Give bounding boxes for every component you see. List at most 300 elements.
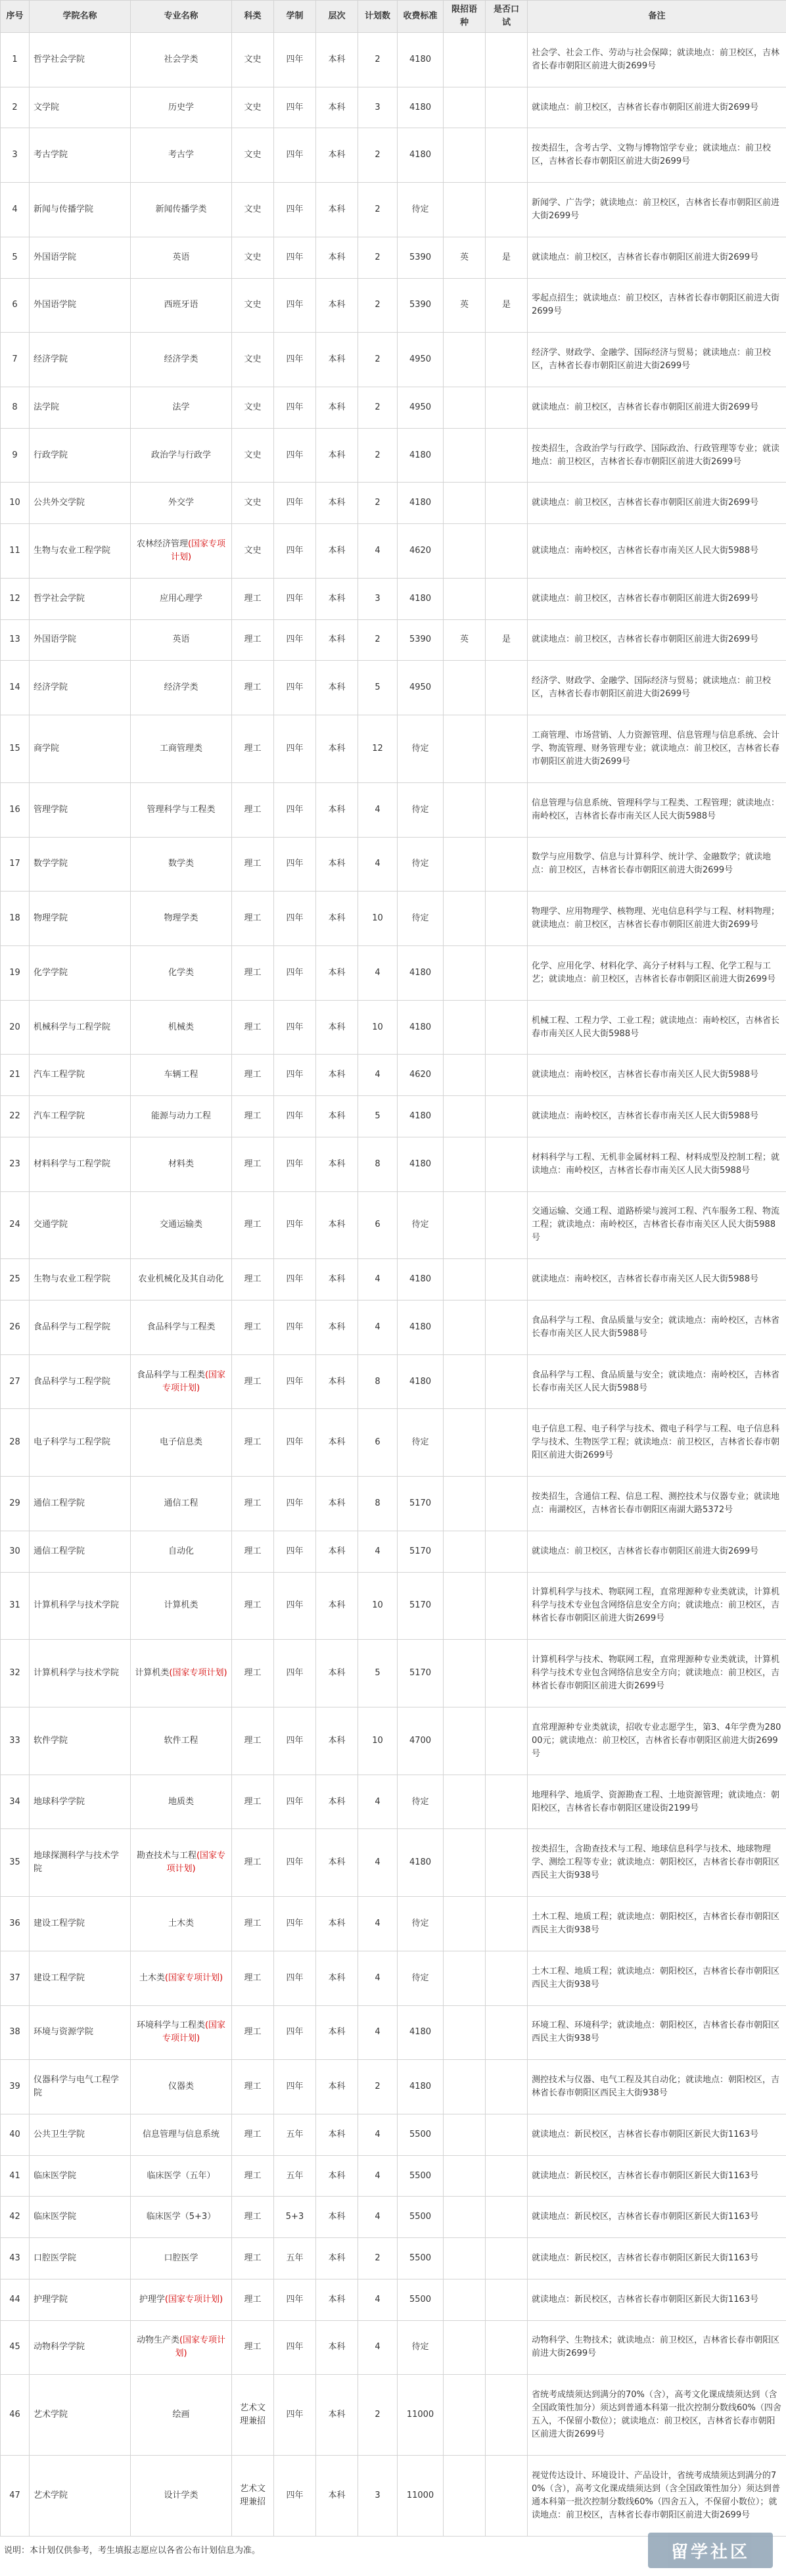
major-name: 社会学类 <box>164 54 198 64</box>
major-name-cell <box>131 1259 232 1300</box>
special-plan-note: (国家专项计划) <box>170 539 226 563</box>
oral-test-cell <box>486 1259 528 1300</box>
oral-test-cell <box>486 1531 528 1572</box>
remark: 按类招生，含勘查技术与工程、地球信息科学与技术、地球物理学、测绘工程等专业；就读地点：朝阳校区，吉林省长春市朝阳区西民主大街938号 <box>532 1844 780 1881</box>
college-name: 外国语学院 <box>34 300 77 310</box>
plan-count-cell <box>358 1829 398 1897</box>
major-name: 计算机类 <box>135 1668 170 1679</box>
category: 理工 <box>244 1972 262 1983</box>
fee-cell <box>398 1191 444 1259</box>
college-name-cell <box>30 1409 131 1477</box>
fee-cell <box>398 1897 444 1951</box>
remark-cell <box>528 2456 786 2537</box>
major-name-cell <box>131 837 232 892</box>
row-number-cell <box>1 1300 30 1354</box>
category-cell <box>232 715 274 783</box>
college-name-cell <box>30 1707 131 1775</box>
table-row <box>1 837 786 892</box>
college-name: 地球科学学院 <box>34 1796 85 1807</box>
oral-test-cell <box>486 2114 528 2156</box>
remark-cell <box>528 1829 786 1897</box>
row-number: 23 <box>9 1158 20 1169</box>
oral-test-cell <box>486 1707 528 1775</box>
row-number: 24 <box>9 1220 20 1230</box>
fee-cell <box>398 715 444 783</box>
oral-test-cell <box>486 1137 528 1191</box>
duration: 5+3 <box>285 2212 304 2222</box>
plan-count-cell <box>358 1300 398 1354</box>
category: 理工 <box>244 1857 262 1868</box>
duration-cell <box>274 87 316 128</box>
remark-cell <box>528 1951 786 2005</box>
oral-test-cell <box>486 2005 528 2060</box>
major-name-cell <box>131 1409 232 1477</box>
oral-test: 是 <box>501 300 511 310</box>
oral-test-cell <box>486 183 528 237</box>
remark: 计算机科学与技术、物联网工程，直常理源种专业类就读，计算机科学与技术专业包含网络信息安全方向；就读地点：前卫校区，吉林省长春市朝阳区前进大街2699号 <box>532 1587 780 1624</box>
remark-cell <box>528 2060 786 2114</box>
major-name: 工商管理类 <box>159 743 202 753</box>
fee-cell <box>398 1354 444 1409</box>
plan-count-cell <box>358 183 398 237</box>
plan-count: 8 <box>375 1376 381 1387</box>
college-name-cell <box>30 387 131 429</box>
duration: 四年 <box>286 913 304 924</box>
category-cell <box>232 183 274 237</box>
major-name-cell <box>131 1640 232 1707</box>
major-name-cell <box>131 387 232 429</box>
major-name: 勘查技术与工程 <box>136 1851 196 1861</box>
plan-count: 4 <box>375 2212 381 2222</box>
college-name: 护理学院 <box>34 2294 68 2304</box>
remark: 新闻学、广告学；就读地点：前卫校区，吉林省长春市朝阳区前进大街2699号 <box>532 198 780 222</box>
remark: 就读地点：前卫校区，吉林省长春市朝阳区前进大街2699号 <box>532 634 759 645</box>
row-number: 19 <box>9 967 20 978</box>
category: 理工 <box>244 1668 262 1679</box>
duration-cell <box>274 333 316 387</box>
level-cell <box>316 1477 358 1531</box>
footnote: 说明：本计划仅供参考，考生填报志愿应以各省公布计划信息为准。 <box>4 2546 261 2556</box>
table-row <box>1 333 786 387</box>
level: 本科 <box>328 2170 346 2181</box>
college-name-cell <box>30 1897 131 1951</box>
fee: 11000 <box>406 2490 434 2500</box>
oral-test-cell <box>486 1000 528 1055</box>
fee: 待定 <box>411 204 429 215</box>
level: 本科 <box>328 546 346 556</box>
plan-count-cell <box>358 2005 398 2060</box>
category: 文史 <box>244 102 262 112</box>
table-row <box>1 33 786 87</box>
oral-test-cell <box>486 428 528 483</box>
plan-count: 8 <box>375 1498 381 1508</box>
level-cell <box>316 33 358 87</box>
college-name: 交通学院 <box>34 1220 68 1230</box>
row-number-cell <box>1 524 30 579</box>
plan-count-cell <box>358 2155 398 2197</box>
oral-test-cell <box>486 483 528 524</box>
plan-count: 2 <box>375 402 381 412</box>
major-name-cell <box>131 2279 232 2320</box>
plan-count-cell <box>358 1354 398 1409</box>
major-name: 外交学 <box>168 498 194 508</box>
remark: 就读地点：新民校区，吉林省长春市朝阳区新民大街1163号 <box>532 2212 759 2222</box>
remark: 社会学、社会工作、劳动与社会保障；就读地点：前卫校区，吉林省长春市朝阳区前进大街2699号 <box>532 47 780 71</box>
duration-cell <box>274 2114 316 2156</box>
oral-test-cell <box>486 128 528 183</box>
category-cell <box>232 1707 274 1775</box>
table-row <box>1 183 786 237</box>
category-cell <box>232 2114 274 2156</box>
row-number-cell <box>1 1137 30 1191</box>
fee: 5500 <box>409 2253 432 2264</box>
fee: 4180 <box>409 54 432 64</box>
plan-count: 2 <box>375 354 381 365</box>
major-name-cell <box>131 2238 232 2279</box>
college-name: 生物与农业工程学院 <box>34 1274 111 1285</box>
table-row <box>1 1409 786 1477</box>
category-cell <box>232 333 274 387</box>
category: 理工 <box>244 593 262 604</box>
table-row <box>1 2114 786 2156</box>
row-number: 31 <box>9 1600 20 1611</box>
duration: 四年 <box>286 54 304 64</box>
category-cell <box>232 278 274 333</box>
level: 本科 <box>328 743 346 753</box>
college-name-cell <box>30 661 131 715</box>
major-name: 地质类 <box>168 1796 194 1807</box>
plan-count: 4 <box>375 1919 381 1929</box>
duration: 五年 <box>286 2253 304 2264</box>
remark-cell <box>528 1000 786 1055</box>
remark: 计算机科学与技术、物联网工程，直常理源种专业类就读，计算机科学与技术专业包含网络信息安全方向；就读地点：前卫校区，吉林省长春市朝阳区前进大街2699号 <box>532 1655 780 1692</box>
fee-cell <box>398 1707 444 1775</box>
row-number: 32 <box>9 1668 20 1679</box>
fee: 5170 <box>409 1546 432 1556</box>
table-row <box>1 892 786 946</box>
plan-count: 4 <box>375 859 381 869</box>
plan-count-cell <box>358 1707 398 1775</box>
level-cell <box>316 1354 358 1409</box>
special-plan-note: (国家专项计划) <box>162 2020 226 2044</box>
oral-test-cell <box>486 1572 528 1640</box>
language-limit-cell <box>444 619 486 661</box>
category-cell <box>232 1137 274 1191</box>
row-number-cell <box>1 892 30 946</box>
oral-test: 是 <box>501 634 511 645</box>
column-header: 限招语种 <box>444 1 486 33</box>
duration-cell <box>274 33 316 87</box>
oral-test-cell <box>486 2375 528 2456</box>
category: 理工 <box>244 2253 262 2264</box>
oral-test-cell <box>486 1300 528 1354</box>
remark: 土木工程、地质工程；就读地点：朝阳校区，吉林省长春市朝阳区西民主大街938号 <box>532 1912 780 1936</box>
level-cell <box>316 1897 358 1951</box>
table-row <box>1 1191 786 1259</box>
remark-cell <box>528 1096 786 1137</box>
college-name-cell <box>30 2060 131 2114</box>
fee: 4180 <box>409 2082 432 2092</box>
category: 理工 <box>244 859 262 869</box>
row-number: 14 <box>9 682 20 693</box>
plan-count-cell <box>358 278 398 333</box>
fee-cell <box>398 2060 444 2114</box>
major-name: 交通运输类 <box>159 1220 202 1230</box>
major-name: 英语 <box>172 634 190 645</box>
language-limit-cell <box>444 483 486 524</box>
fee: 5500 <box>409 2294 432 2304</box>
oral-test-cell <box>486 87 528 128</box>
remark-cell <box>528 128 786 183</box>
plan-count: 10 <box>372 913 383 924</box>
college-name: 公共外交学院 <box>34 498 85 508</box>
college-name: 通信工程学院 <box>34 1546 85 1556</box>
plan-count-cell <box>358 892 398 946</box>
duration: 五年 <box>286 2170 304 2181</box>
fee-cell <box>398 128 444 183</box>
row-number-cell <box>1 1055 30 1096</box>
row-number-cell <box>1 483 30 524</box>
language-limit-cell <box>444 945 486 1000</box>
table-row <box>1 1572 786 1640</box>
category-cell <box>232 1409 274 1477</box>
level: 本科 <box>328 1498 346 1508</box>
remark-cell <box>528 2155 786 2197</box>
category: 文史 <box>244 402 262 412</box>
college-name: 化学学院 <box>34 967 68 978</box>
duration: 四年 <box>286 354 304 365</box>
table-body <box>1 33 786 2537</box>
fee: 5500 <box>409 2170 432 2181</box>
level: 本科 <box>328 2027 346 2038</box>
remark: 数学与应用数学、信息与计算科学、统计学、金融数学；就读地点：前卫校区，吉林省长春市朝阳区前进大街2699号 <box>532 852 772 876</box>
plan-count: 2 <box>375 450 381 460</box>
table-row <box>1 483 786 524</box>
college-name-cell <box>30 428 131 483</box>
language-limit-cell <box>444 1477 486 1531</box>
major-name: 仪器类 <box>168 2082 194 2092</box>
fee: 5170 <box>409 1600 432 1611</box>
duration-cell <box>274 2238 316 2279</box>
fee-cell <box>398 1572 444 1640</box>
major-name-cell <box>131 87 232 128</box>
level-cell <box>316 1409 358 1477</box>
remark: 动物科学、生物技术；就读地点：前卫校区，吉林省长春市朝阳区前进大街2699号 <box>532 2335 780 2359</box>
level: 本科 <box>328 1274 346 1285</box>
category: 理工 <box>244 913 262 924</box>
major-name-cell <box>131 1572 232 1640</box>
fee: 待定 <box>411 1972 429 1983</box>
major-name: 能源与动力工程 <box>150 1110 211 1121</box>
table-row <box>1 2060 786 2114</box>
major-name-cell <box>131 483 232 524</box>
remark: 就读地点：前卫校区，吉林省长春市朝阳区前进大街2699号 <box>532 1546 759 1556</box>
fee-cell <box>398 1531 444 1572</box>
major-name: 护理学 <box>139 2294 165 2304</box>
college-name-cell <box>30 578 131 619</box>
category: 理工 <box>244 2082 262 2092</box>
duration-cell <box>274 524 316 579</box>
category: 文史 <box>244 498 262 508</box>
fee-cell <box>398 1300 444 1354</box>
plan-count-cell <box>358 1531 398 1572</box>
college-name-cell <box>30 715 131 783</box>
table-row <box>1 578 786 619</box>
category: 理工 <box>244 1322 262 1332</box>
category: 理工 <box>244 1110 262 1121</box>
remark-cell <box>528 2197 786 2238</box>
level-cell <box>316 1951 358 2005</box>
remark-cell <box>528 1409 786 1477</box>
major-name: 食品科学与工程类 <box>147 1322 216 1332</box>
level-cell <box>316 2060 358 2114</box>
major-name: 西班牙语 <box>164 300 198 310</box>
language-limit-cell <box>444 1191 486 1259</box>
remark-cell <box>528 2375 786 2456</box>
duration: 五年 <box>286 2129 304 2139</box>
remark: 视觉传达设计、环境设计、产品设计，省统考成绩须达到满分的70%（含），高考文化课成绩须达到（含全国政策性加分）须达到普通本科第一批次控制分数线60%（四舍五入，不保留小数位）；就读地点：前卫校区，吉林省长春市朝阳区前进大街2699号 <box>532 2470 781 2520</box>
duration: 四年 <box>286 300 304 310</box>
duration: 四年 <box>286 2410 304 2420</box>
level-cell <box>316 87 358 128</box>
remark: 物理学、应用物理学、核物理、光电信息科学与工程、材料物理；就读地点：前卫校区，吉林省长春市朝阳区前进大街2699号 <box>532 907 780 930</box>
table-row <box>1 1707 786 1775</box>
duration: 四年 <box>286 1158 304 1169</box>
remark: 电子信息工程、电子科学与技术、微电子科学与工程、电子信息科学与技术、生物医学工程；就读地点：前卫校区，吉林省长春市朝阳区前进大街2699号 <box>532 1424 780 1461</box>
row-number: 28 <box>9 1437 20 1448</box>
duration-cell <box>274 1897 316 1951</box>
level: 本科 <box>328 2342 346 2352</box>
major-name-cell <box>131 2155 232 2197</box>
row-number: 10 <box>9 498 20 508</box>
table-row <box>1 715 786 783</box>
major-name-cell <box>131 1775 232 1829</box>
row-number: 39 <box>9 2082 20 2092</box>
college-name: 环境与资源学院 <box>34 2027 94 2038</box>
language-limit-cell <box>444 2279 486 2320</box>
row-number: 4 <box>12 204 18 215</box>
college-name-cell <box>30 2114 131 2156</box>
duration: 四年 <box>286 1274 304 1285</box>
level-cell <box>316 2114 358 2156</box>
level: 本科 <box>328 1110 346 1121</box>
plan-count: 2 <box>375 2082 381 2092</box>
college-name: 艺术学院 <box>34 2410 68 2420</box>
level: 本科 <box>328 1022 346 1032</box>
remark-cell <box>528 387 786 429</box>
college-name: 口腔医学院 <box>34 2253 77 2264</box>
language-limit-cell <box>444 1829 486 1897</box>
duration-cell <box>274 1137 316 1191</box>
duration-cell <box>274 1191 316 1259</box>
category-cell <box>232 1300 274 1354</box>
table-header-row <box>1 1 786 33</box>
plan-count: 4 <box>375 1274 381 1285</box>
duration-cell <box>274 782 316 837</box>
remark-cell <box>528 1259 786 1300</box>
level-cell <box>316 619 358 661</box>
fee-cell <box>398 33 444 87</box>
fee: 5500 <box>409 2129 432 2139</box>
fee: 4180 <box>409 102 432 112</box>
remark: 按类招生，含考古学、文物与博物馆学专业；就读地点：前卫校区，吉林省长春市朝阳区前进大街2699号 <box>532 143 772 167</box>
major-name: 物理学类 <box>164 913 198 924</box>
category: 理工 <box>244 1376 262 1387</box>
row-number: 16 <box>9 804 20 815</box>
row-number: 27 <box>9 1376 20 1387</box>
category: 艺术文理兼招 <box>239 2483 266 2507</box>
level: 本科 <box>328 804 346 815</box>
duration: 四年 <box>286 252 304 262</box>
fee: 待定 <box>411 1220 429 1230</box>
level: 本科 <box>328 1796 346 1807</box>
plan-count: 6 <box>375 1437 381 1448</box>
fee-cell <box>398 1055 444 1096</box>
category-cell <box>232 33 274 87</box>
plan-count: 2 <box>375 300 381 310</box>
fee-cell <box>398 333 444 387</box>
plan-count: 2 <box>375 634 381 645</box>
level-cell <box>316 278 358 333</box>
college-name-cell <box>30 333 131 387</box>
row-number-cell <box>1 578 30 619</box>
duration: 四年 <box>286 1220 304 1230</box>
fee: 4950 <box>409 354 432 365</box>
college-name: 食品科学与工程学院 <box>34 1376 111 1387</box>
category-cell <box>232 892 274 946</box>
remark: 化学、应用化学、材料化学、高分子材料与工程、化学工程与工艺；就读地点：前卫校区，吉林省长春市朝阳区前进大街2699号 <box>532 961 776 984</box>
level: 本科 <box>328 300 346 310</box>
oral-test-cell <box>486 1409 528 1477</box>
category-cell <box>232 1572 274 1640</box>
major-name: 自动化 <box>168 1546 194 1556</box>
plan-count: 12 <box>372 743 383 753</box>
college-name: 仪器科学与电气工程学院 <box>34 2075 120 2099</box>
duration: 四年 <box>286 1322 304 1332</box>
college-name-cell <box>30 2375 131 2456</box>
table-row <box>1 1354 786 1409</box>
remark-cell <box>528 333 786 387</box>
level: 本科 <box>328 634 346 645</box>
level: 本科 <box>328 593 346 604</box>
level-cell <box>316 2197 358 2238</box>
college-name: 外国语学院 <box>34 634 77 645</box>
fee: 5390 <box>409 300 432 310</box>
major-name-cell <box>131 1951 232 2005</box>
remark-cell <box>528 428 786 483</box>
duration-cell <box>274 2060 316 2114</box>
level: 本科 <box>328 150 346 160</box>
remark: 食品科学与工程、食品质量与安全；就读地点：南岭校区，吉林省长春市南关区人民大街5988号 <box>532 1370 780 1393</box>
fee: 4700 <box>409 1735 432 1746</box>
category-cell <box>232 2238 274 2279</box>
row-number: 25 <box>9 1274 20 1285</box>
duration-cell <box>274 1477 316 1531</box>
fee: 待定 <box>411 1796 429 1807</box>
language-limit-cell <box>444 128 486 183</box>
duration: 四年 <box>286 743 304 753</box>
level: 本科 <box>328 54 346 64</box>
major-name-cell <box>131 578 232 619</box>
row-number: 34 <box>9 1796 20 1807</box>
category-cell <box>232 1775 274 1829</box>
duration: 四年 <box>286 859 304 869</box>
plan-count-cell <box>358 524 398 579</box>
category: 理工 <box>244 1070 262 1080</box>
level: 本科 <box>328 204 346 215</box>
row-number: 35 <box>9 1857 20 1868</box>
fee-cell <box>398 619 444 661</box>
